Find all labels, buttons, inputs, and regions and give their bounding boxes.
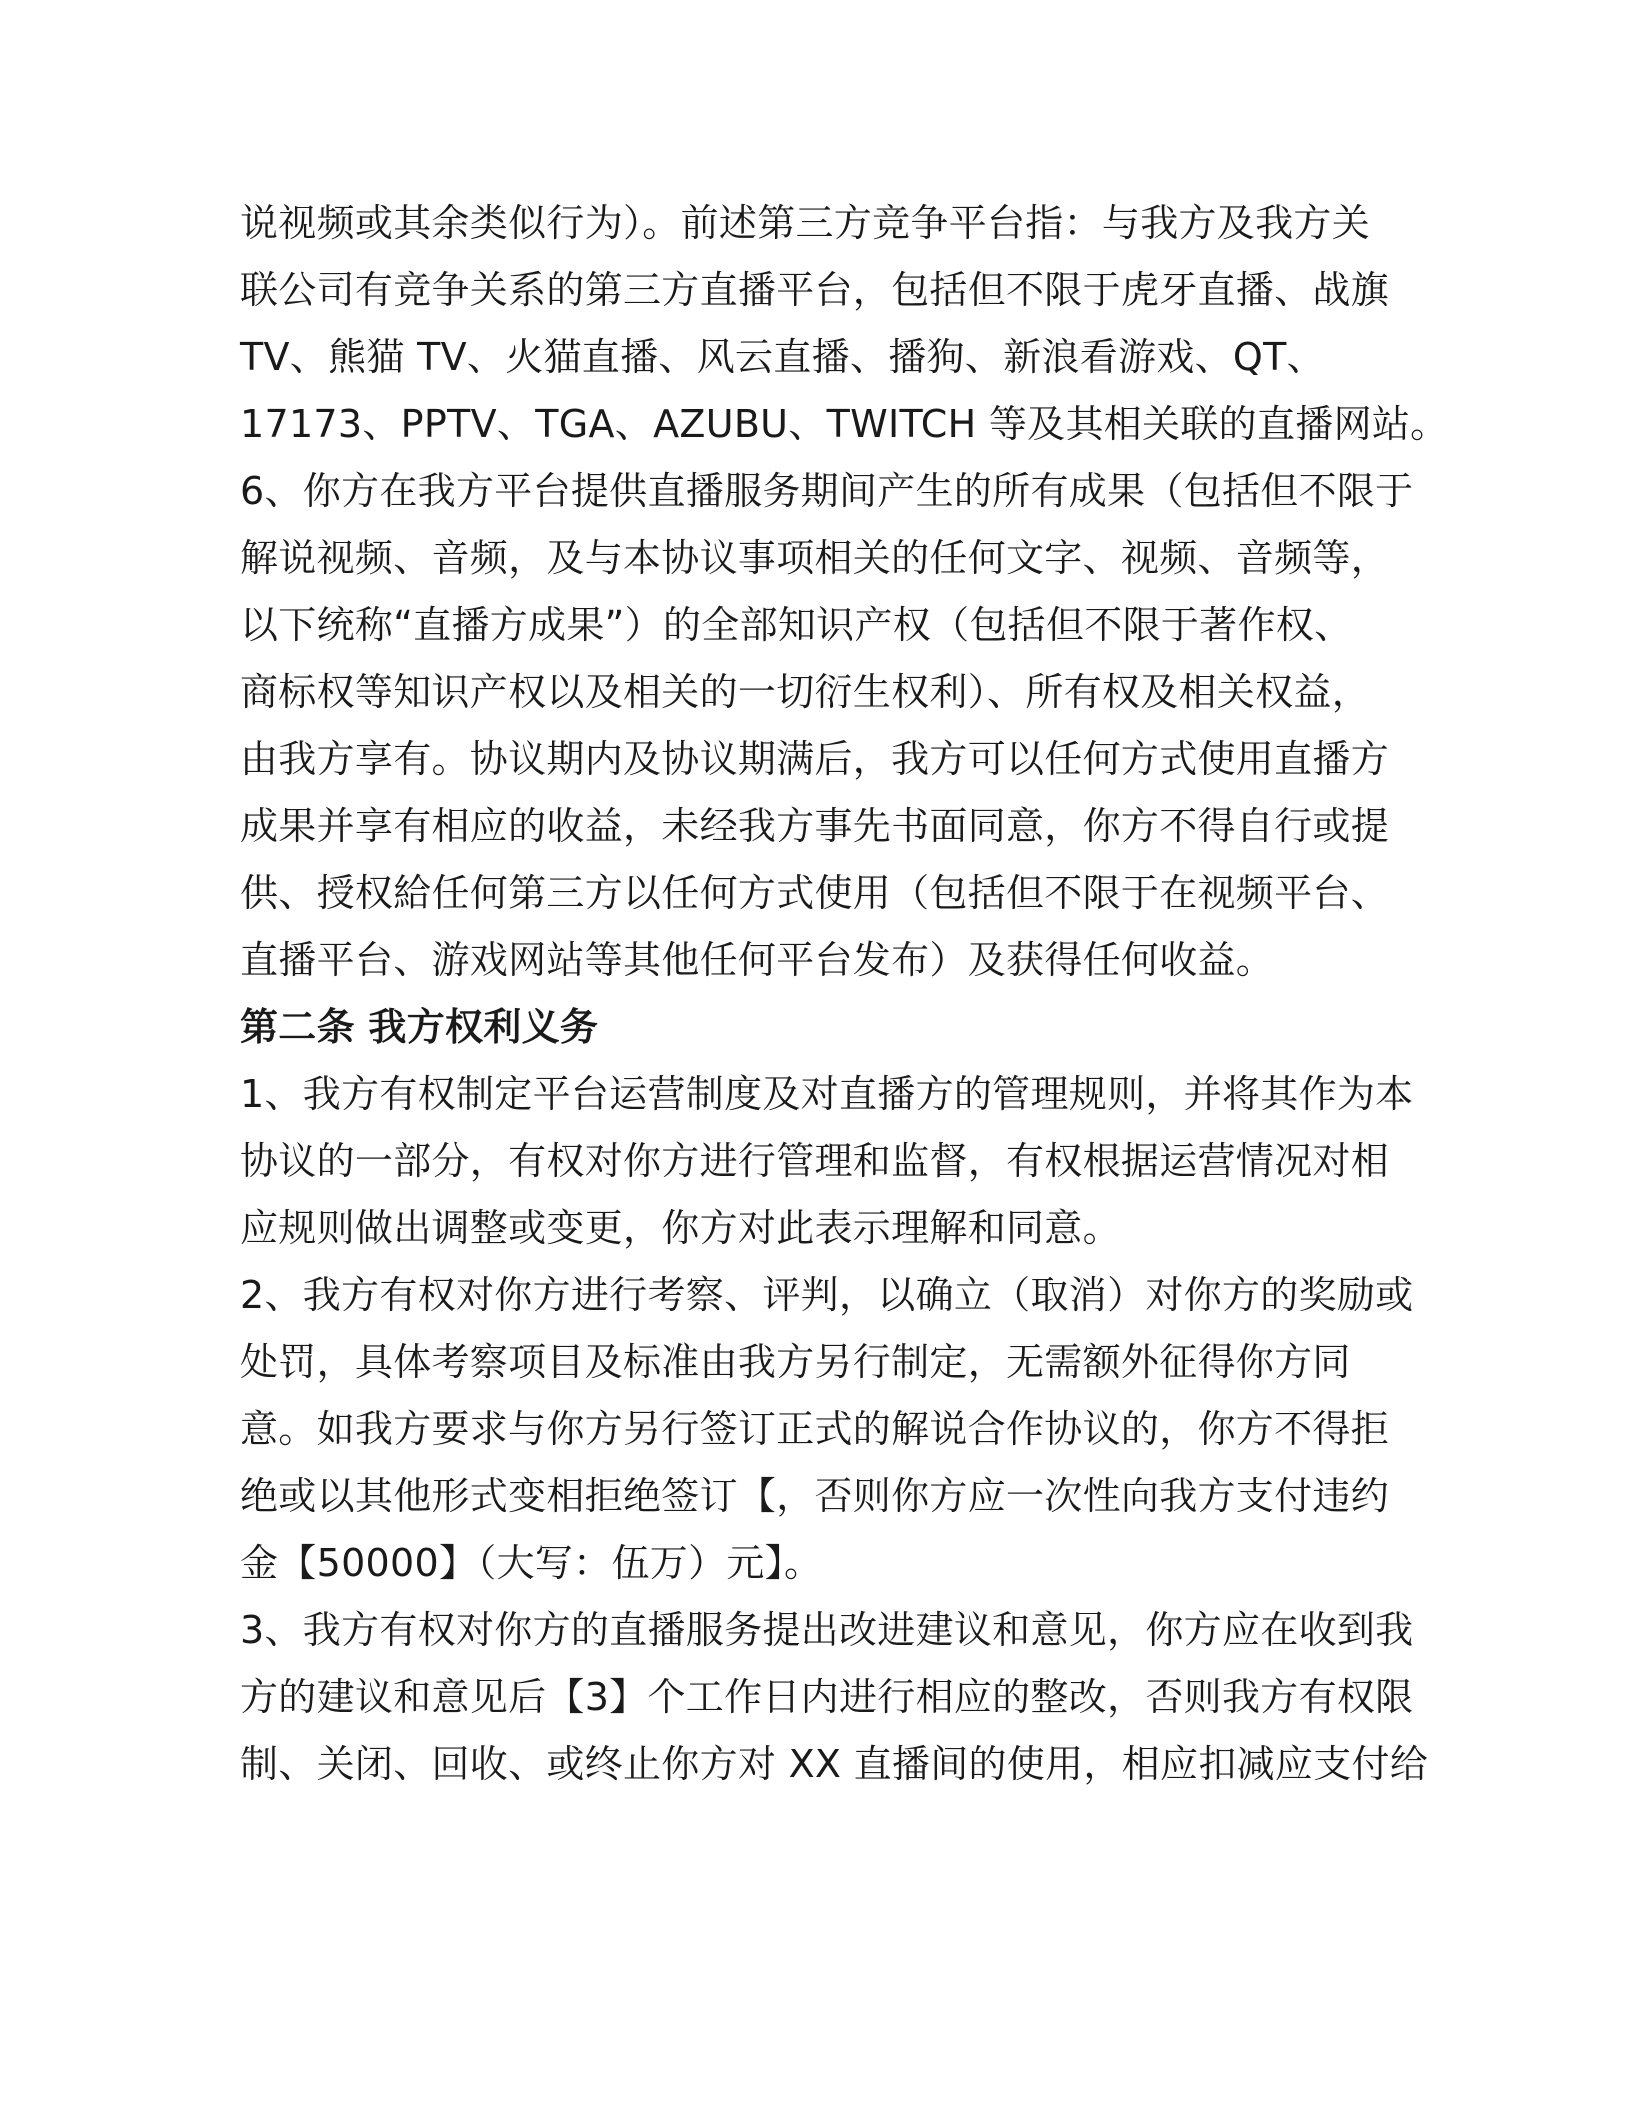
text-line: 3、我方有权对你方的直播服务提出改进建议和意见，你方应在收到我 bbox=[240, 1608, 1414, 1652]
text-line: 联公司有竞争关系的第三方直播平台，包括但不限于虎牙直播、战旗 bbox=[240, 268, 1390, 312]
text-line: 金【50000】（大写：伍万）元】。 bbox=[240, 1541, 823, 1585]
text-line: 制、关闭、回收、或终止你方对 XX 直播间的使用，相应扣减应支付给 bbox=[240, 1742, 1429, 1786]
text-line: 17173、PPTV、TGA、AZUBU、TWITCH 等及其相关联的直播网站。 bbox=[240, 402, 1449, 446]
text-line: 商标权等知识产权以及相关的一切衍生权利）、所有权及相关权益， bbox=[240, 670, 1371, 714]
text-line: 处罚，具体考察项目及标准由我方另行制定，无需额外征得你方同 bbox=[240, 1340, 1351, 1384]
text-line: 绝或以其他形式变相拒绝签订【，否则你方应一次性向我方支付违约 bbox=[240, 1474, 1390, 1518]
text-line: 应规则做出调整或变更，你方对此表示理解和同意。 bbox=[240, 1206, 1121, 1250]
text-line: 供、授权給任何第三方以任何方式使用（包括但不限于在视频平台、 bbox=[240, 871, 1390, 915]
text-line: 2、我方有权对你方进行考察、评判，以确立（取消）对你方的奖励或 bbox=[240, 1273, 1414, 1317]
text-line: TV、熊猫 TV、火猫直播、风云直播、播狗、新浪看游戏、QT、 bbox=[240, 335, 1325, 379]
text-line: 意。如我方要求与你方另行签订正式的解说合作协议的，你方不得拒 bbox=[240, 1407, 1390, 1451]
document-body bbox=[240, 190, 1449, 1798]
text-line: 直播平台、游戏网站等其他任何平台发布）及获得任何收益。 bbox=[240, 938, 1275, 982]
text-line: 1、我方有权制定平台运营制度及对直播方的管理规则，并将其作为本 bbox=[240, 1072, 1414, 1116]
text-line: 说视频或其余类似行为）。前述第三方竞争平台指：与我方及我方关 bbox=[240, 201, 1371, 245]
text-line: 由我方享有。协议期内及协议期满后，我方可以任何方式使用直播方 bbox=[240, 737, 1390, 781]
text-line: 解说视频、音频，及与本协议事项相关的任何文字、视频、音频等， bbox=[240, 536, 1390, 580]
text-line: 成果并享有相应的收益，未经我方事先书面同意，你方不得自行或提 bbox=[240, 804, 1390, 848]
text-line: 协议的一部分，有权对你方进行管理和监督，有权根据运营情况对相 bbox=[240, 1139, 1390, 1183]
text-line: 6、你方在我方平台提供直播服务期间产生的所有成果（包括但不限于 bbox=[240, 469, 1414, 513]
text-line: 以下统称“直播方成果”）的全部知识产权（包括但不限于著作权、 bbox=[240, 603, 1353, 647]
text-line: 方的建议和意见后【3】个工作日内进行相应的整改，否则我方有权限 bbox=[240, 1675, 1414, 1719]
section-heading: 第二条 我方权利义务 bbox=[240, 1005, 599, 1049]
